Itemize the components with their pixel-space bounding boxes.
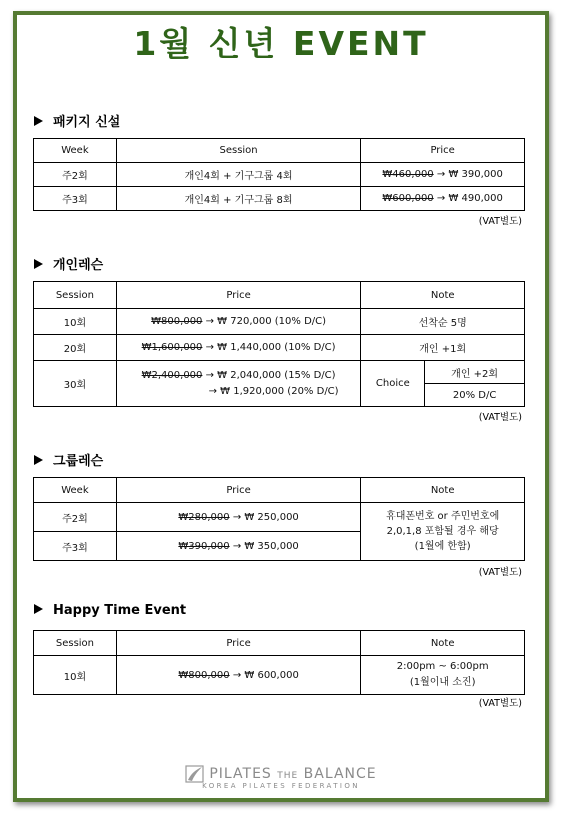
column-header: Price bbox=[116, 478, 360, 503]
price-cell bbox=[116, 532, 360, 561]
column-header: Note bbox=[361, 631, 525, 656]
old-price: ₩800,000 bbox=[151, 316, 203, 327]
new-price: ₩ 390,000 bbox=[448, 169, 503, 180]
note-cell bbox=[361, 503, 525, 561]
section-heading-text: 그룹레슨 bbox=[53, 454, 104, 469]
column-header: Session bbox=[34, 282, 117, 309]
column-header: Note bbox=[361, 478, 525, 503]
personal-table bbox=[33, 281, 525, 407]
price-cell bbox=[361, 187, 525, 211]
section-heading-happy bbox=[34, 603, 186, 618]
note-line: 휴대폰번호 or 주민번호에 bbox=[386, 511, 500, 522]
table-row bbox=[34, 656, 525, 695]
week-cell: 주3회 bbox=[34, 532, 117, 561]
vat-note: (VAT별도) bbox=[478, 698, 522, 709]
price-cell bbox=[116, 309, 361, 335]
session-cell: 20회 bbox=[34, 335, 117, 361]
new-price: → ₩ 250,000 bbox=[232, 511, 299, 523]
section-heading-text: Happy Time Event bbox=[53, 603, 187, 618]
arrow: → bbox=[436, 169, 446, 180]
old-price: ₩600,000 bbox=[382, 193, 434, 204]
brand-subtitle: KOREA PILATES FEDERATION bbox=[202, 781, 360, 790]
column-header: Note bbox=[361, 282, 525, 309]
session-cell: 10회 bbox=[34, 656, 117, 695]
old-price: ₩390,000 bbox=[178, 540, 230, 552]
table-header-row bbox=[34, 282, 525, 309]
column-header: Price bbox=[361, 139, 525, 163]
new-price: → ₩ 1,440,000 (10% D/C) bbox=[205, 342, 336, 353]
new-price: → ₩ 350,000 bbox=[232, 540, 299, 552]
note-line: 2:00pm ~ 6:00pm bbox=[396, 661, 489, 672]
old-price: ₩280,000 bbox=[178, 511, 230, 523]
choice-cell: Choice bbox=[361, 361, 425, 407]
session-cell: 개인4회 + 기구그룹 8회 bbox=[116, 187, 360, 211]
note-line: (1월에 한함) bbox=[414, 541, 471, 552]
table-row bbox=[34, 503, 525, 532]
footer-logo bbox=[0, 763, 562, 790]
price-cell bbox=[116, 335, 361, 361]
vat-note: (VAT별도) bbox=[478, 567, 522, 578]
section-heading-text: 패키지 신설 bbox=[53, 115, 121, 130]
triangle-bullet-icon bbox=[34, 259, 43, 269]
table-header-row bbox=[34, 478, 525, 503]
package-table bbox=[33, 138, 525, 211]
note-cell bbox=[361, 656, 525, 695]
old-price: ₩800,000 bbox=[178, 669, 230, 681]
price-cell bbox=[116, 361, 361, 407]
section-heading-group bbox=[34, 450, 103, 469]
column-header: Price bbox=[116, 631, 360, 656]
section-heading-text: 개인레슨 bbox=[53, 258, 104, 273]
column-header: Week bbox=[34, 139, 117, 163]
page-title: 1월 신년 EVENT bbox=[133, 24, 429, 63]
triangle-bullet-icon bbox=[34, 604, 43, 614]
new-price: → ₩ 2,040,000 (15% D/C) bbox=[205, 369, 336, 381]
brand-name: PILATES THE BALANCE bbox=[209, 766, 377, 782]
triangle-bullet-icon bbox=[34, 455, 43, 465]
triangle-bullet-icon bbox=[34, 116, 43, 126]
column-header: Session bbox=[34, 631, 117, 656]
table-row bbox=[34, 361, 525, 384]
note-line: (1월이내 소진) bbox=[409, 677, 476, 688]
table-row bbox=[34, 309, 525, 335]
happy-table bbox=[33, 630, 525, 695]
new-price-alt: → ₩ 1,920,000 (20% D/C) bbox=[208, 385, 339, 397]
table-header-row bbox=[34, 139, 525, 163]
price-cell bbox=[116, 656, 360, 695]
price-cell bbox=[361, 163, 525, 187]
vat-note: (VAT별도) bbox=[478, 412, 522, 423]
session-cell: 10회 bbox=[34, 309, 117, 335]
table-header-row bbox=[34, 631, 525, 656]
session-cell: 개인4회 + 기구그룹 4회 bbox=[116, 163, 360, 187]
table-row bbox=[34, 187, 525, 211]
new-price: → ₩ 720,000 (10% D/C) bbox=[205, 316, 327, 327]
column-header: Price bbox=[116, 282, 361, 309]
note-cell: 20% D/C bbox=[425, 384, 525, 407]
note-line: 2,0,1,8 포함될 경우 해당 bbox=[386, 526, 499, 537]
group-table bbox=[33, 477, 525, 561]
table-row bbox=[34, 163, 525, 187]
session-cell: 30회 bbox=[34, 361, 117, 407]
arrow: → bbox=[436, 193, 446, 204]
note-cell: 개인 +1회 bbox=[361, 335, 525, 361]
week-cell: 주2회 bbox=[34, 503, 117, 532]
column-header: Week bbox=[34, 478, 117, 503]
column-header: Session bbox=[116, 139, 360, 163]
note-cell: 개인 +2회 bbox=[425, 361, 525, 384]
price-cell bbox=[116, 503, 360, 532]
old-price: ₩1,600,000 bbox=[141, 342, 203, 353]
table-row bbox=[34, 335, 525, 361]
new-price: ₩ 490,000 bbox=[448, 193, 503, 204]
section-heading-package bbox=[34, 111, 120, 130]
section-heading-personal bbox=[34, 254, 103, 273]
leaf-icon bbox=[185, 765, 205, 783]
vat-note: (VAT별도) bbox=[478, 216, 522, 227]
note-cell: 선착순 5명 bbox=[361, 309, 525, 335]
week-cell: 주3회 bbox=[34, 187, 117, 211]
new-price: → ₩ 600,000 bbox=[232, 669, 299, 681]
old-price: ₩460,000 bbox=[382, 169, 434, 180]
week-cell: 주2회 bbox=[34, 163, 117, 187]
old-price: ₩2,400,000 bbox=[141, 369, 203, 381]
